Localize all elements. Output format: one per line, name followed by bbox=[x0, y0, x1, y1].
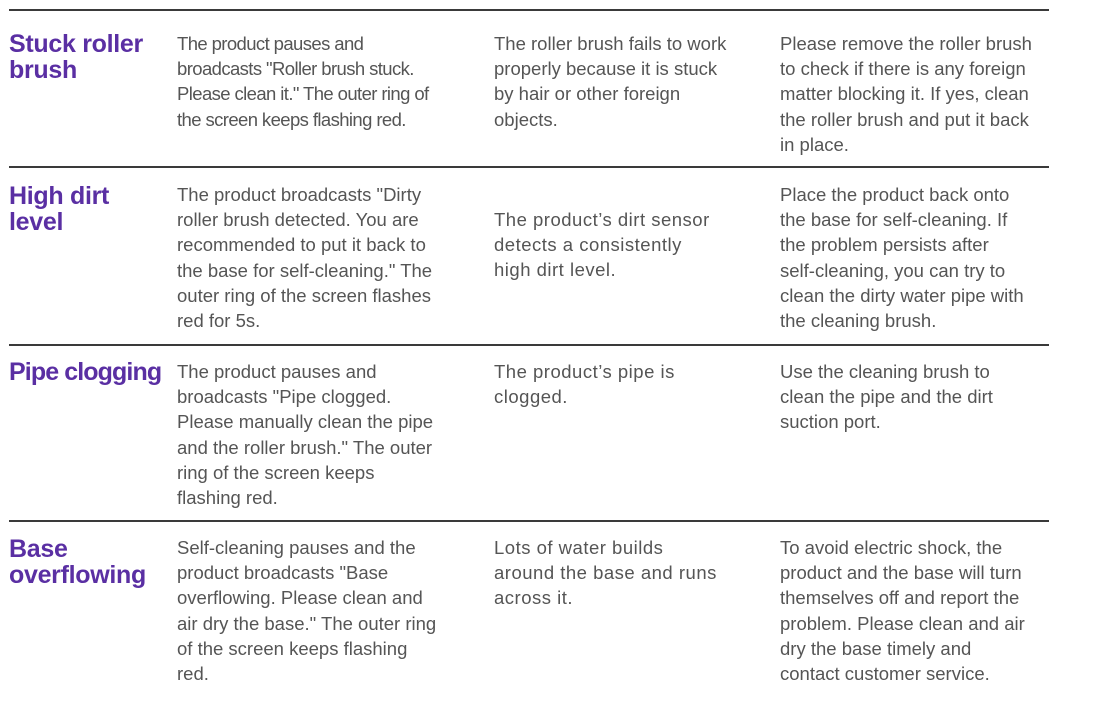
symptom-cell: The product pauses and broadcasts "Roller brush stuck. Please clean it." The outer ring of the screen keeps flashing red. bbox=[177, 33, 429, 130]
issue-title: Stuck roller brush bbox=[9, 30, 143, 84]
cause-cell: The product’s dirt sensor detects a consistently high dirt level. bbox=[494, 209, 710, 281]
cause-cell: The roller brush fails to work properly because it is stuck by hair or other foreign objects. bbox=[494, 33, 727, 130]
table-row bbox=[9, 522, 1049, 697]
cause-cell: Lots of water builds around the base and runs across it. bbox=[494, 537, 717, 609]
issue-title: Pipe clogging bbox=[9, 358, 162, 386]
solution-cell: Place the product back onto the base for self-cleaning. If the problem persists after self-cleaning, you can try to clean the dirty water pipe with the cleaning brush. bbox=[780, 184, 1024, 332]
table-row bbox=[9, 168, 1049, 344]
table-row bbox=[9, 346, 1049, 520]
symptom-cell: Self-cleaning pauses and the product broadcasts "Base overflowing. Please clean and air dry the base." The outer ring of the screen keeps flashing red. bbox=[177, 537, 437, 685]
issue-title: Base overflowing bbox=[9, 535, 146, 589]
issue-title: High dirt level bbox=[9, 182, 110, 236]
symptom-cell: The product pauses and broadcasts "Pipe clogged. Please manually clean the pipe and the roller brush." The outer ring of the screen keeps flashing red. bbox=[177, 361, 434, 509]
solution-cell: To avoid electric shock, the product and the base will turn themselves off and report the problem. Please clean and air dry the base timely and contact customer service. bbox=[780, 537, 1025, 685]
cause-cell: The product’s pipe is clogged. bbox=[494, 361, 675, 408]
symptom-cell: The product broadcasts "Dirty roller brush detected. You are recommended to put it back to the base for self-cleaning." The outer ring of the screen flashes red for 5s. bbox=[177, 184, 433, 332]
solution-cell: Use the cleaning brush to clean the pipe and the dirt suction port. bbox=[780, 361, 993, 433]
solution-cell: Please remove the roller brush to check if there is any foreign matter blocking it. If yes, clean the roller brush and put it back in place. bbox=[780, 33, 1032, 155]
table-row bbox=[9, 11, 1049, 166]
troubleshooting-table bbox=[9, 9, 1049, 697]
